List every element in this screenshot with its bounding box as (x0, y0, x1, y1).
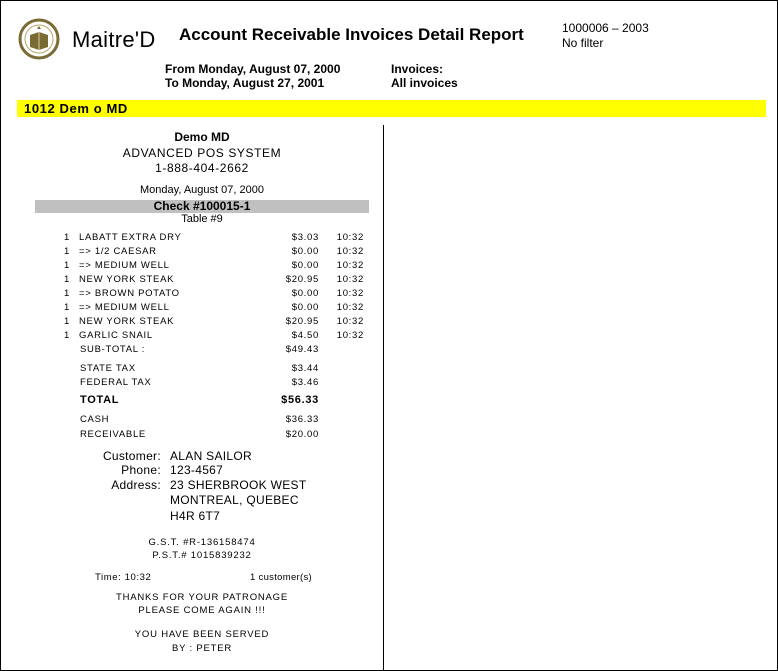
check-band (35, 200, 369, 213)
receipt-phone: 1-888-404-2662 (155, 161, 249, 175)
item-price: $0.00 (291, 302, 319, 313)
report-title: Account Receivable Invoices Detail Report (179, 25, 524, 44)
item-qty: 1 (64, 232, 70, 243)
item-price: $0.00 (291, 260, 319, 271)
check-number: Check #100015-1 (153, 199, 251, 213)
item-time: 10:32 (336, 246, 364, 257)
date-to: To Monday, August 27, 2001 (165, 76, 325, 90)
item-price: $20.95 (285, 316, 319, 327)
table-number: Table #9 (181, 213, 223, 225)
account-band (17, 100, 766, 117)
customer-label: Customer: (102, 449, 161, 463)
state-tax-label: STATE TAX (80, 363, 136, 374)
item-qty: 1 (64, 330, 70, 341)
account-title: 1012 Dem o MD (24, 101, 128, 116)
federal-tax-label: FEDERAL TAX (80, 377, 152, 388)
logo-text: Maitre'D (72, 27, 156, 52)
list-item (64, 288, 364, 302)
receivable-value: $20.00 (285, 429, 319, 440)
cash-label: CASH (80, 414, 110, 425)
column-divider (383, 125, 384, 671)
item-time: 10:32 (336, 288, 364, 299)
item-price: $20.95 (285, 274, 319, 285)
pst-number: P.S.T.# 1015839232 (152, 550, 252, 561)
receipt-name: Demo MD (174, 130, 230, 144)
item-time: 10:32 (336, 274, 364, 285)
item-time: 10:32 (336, 330, 364, 341)
time-value: 10:32 (124, 572, 152, 583)
item-time: 10:32 (336, 232, 364, 243)
state-tax-value: $3.44 (291, 363, 319, 374)
item-desc: NEW YORK STEAK (79, 316, 175, 327)
list-item (64, 232, 364, 246)
item-desc: => BROWN POTATO (79, 288, 180, 299)
item-qty: 1 (64, 288, 70, 299)
invoices-value: All invoices (391, 76, 458, 90)
receivable-label: RECEIVABLE (80, 429, 146, 440)
item-price: $0.00 (291, 288, 319, 299)
served-line-2: BY : PETER (171, 643, 233, 654)
item-price: $0.00 (291, 246, 319, 257)
subtotal-label: SUB-TOTAL : (80, 344, 146, 355)
invoices-label: Invoices: (391, 62, 444, 76)
item-time: 10:32 (336, 302, 364, 313)
served-line-1: YOU HAVE BEEN SERVED (134, 629, 270, 640)
item-price: $3.03 (291, 232, 319, 243)
list-item (64, 246, 364, 260)
report-code: 1000006 – 2003 (562, 21, 649, 35)
address-line-1: 23 SHERBROOK WEST (170, 478, 307, 492)
item-time: 10:32 (336, 260, 364, 271)
subtotal-value: $49.43 (285, 344, 319, 355)
receipt-date: Monday, August 07, 2000 (140, 184, 264, 196)
date-from: From Monday, August 07, 2000 (165, 62, 341, 76)
item-price: $4.50 (291, 330, 319, 341)
item-time: 10:32 (336, 316, 364, 327)
list-item (64, 330, 364, 344)
item-qty: 1 (64, 274, 70, 285)
address-line-2: MONTREAL, QUEBEC (170, 493, 299, 507)
total-label: TOTAL (80, 394, 120, 406)
time-label: Time: (95, 572, 122, 583)
item-qty: 1 (64, 316, 70, 327)
item-desc: NEW YORK STEAK (79, 274, 175, 285)
report-filter: No filter (562, 36, 604, 50)
time-row (95, 572, 151, 583)
federal-tax-value: $3.46 (291, 377, 319, 388)
item-desc: LABATT EXTRA DRY (79, 232, 182, 243)
list-item (64, 274, 364, 288)
item-desc: => MEDIUM WELL (79, 302, 170, 313)
address-line-3: H4R 6T7 (170, 509, 221, 523)
list-item (64, 260, 364, 274)
thanks-line-2: PLEASE COME AGAIN !!! (138, 605, 266, 616)
address-label: Address: (111, 478, 161, 492)
cash-value: $36.33 (285, 414, 319, 425)
total-value: $56.33 (281, 394, 319, 406)
item-qty: 1 (64, 260, 70, 271)
item-qty: 1 (64, 302, 70, 313)
thanks-line-1: THANKS FOR YOUR PATRONAGE (115, 592, 289, 603)
customer-phone: 123-4567 (170, 463, 224, 477)
item-desc: => MEDIUM WELL (79, 260, 170, 271)
item-desc: => 1/2 CAESAR (79, 246, 157, 257)
receipt-company: ADVANCED POS SYSTEM (122, 146, 282, 160)
maitred-logo-icon (18, 18, 60, 60)
gst-number: G.S.T. #R-136158474 (148, 537, 256, 548)
phone-label: Phone: (121, 463, 161, 477)
list-item (64, 302, 364, 316)
item-qty: 1 (64, 246, 70, 257)
item-desc: GARLIC SNAIL (79, 330, 153, 341)
customer-count: 1 customer(s) (250, 572, 312, 583)
list-item (64, 316, 364, 330)
customer-name: ALAN SAILOR (170, 449, 252, 463)
